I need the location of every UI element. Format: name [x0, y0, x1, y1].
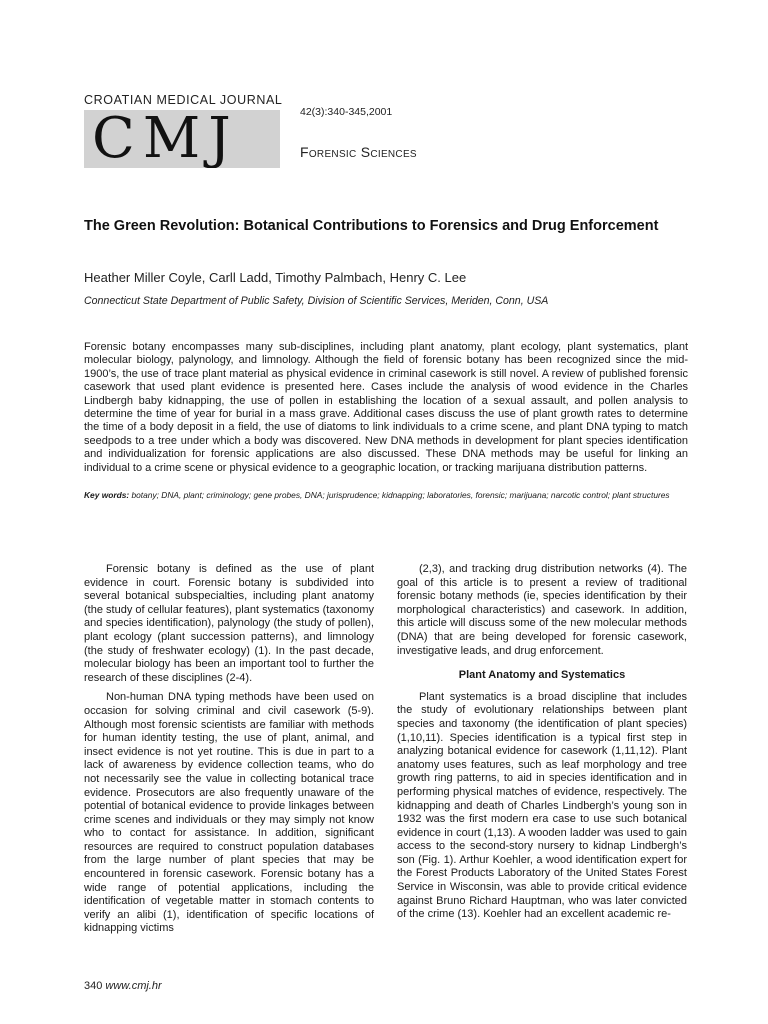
author-affiliation: Connecticut State Department of Public Safety, Division of Scientific Services, Meriden, Conn, USA — [84, 295, 549, 307]
body-paragraph: Plant systematics is a broad discipline that includes the study of evolutionary relationships between plant species and taxonomy (the identification of plant species) (1,10,11). Species identification is a typical first step in analyzing botanical evidence for casework (1,11,12). Plant anatomy uses features, such as leaf morphology and tree growth ring patterns, to aid in species identification and in performing physical matches of evidence, respectively. The kidnapping and death of Charles Lindbergh’s young son in 1932 was the first modern era case to use such botanical evidence in court (1,13). A wooden ladder was used to gain access to the second-story nursery to kidnap Lindbergh’s son (Fig. 1). Arthur Koehler, a wood identification expert for the Forest Products Laboratory of the United States Forest Service in Wisconsin, was able to provide critical evidence against Bruno Richard Hauptman, who was later convicted of the crime (13). Koehler had an excellent academic re- — [397, 690, 687, 921]
page-number: 340 — [84, 980, 103, 992]
body-paragraph: Non-human DNA typing methods have been used on occasion for solving criminal and civil casework (5-9). Although most forensic scientists are familiar with methods for human identity testing, the use of plant, animal, and insect evidence is not yet routine. This is due in part to a lack of awareness by evidence collection teams, who do not necessarily see the value in collecting botanical trace evidence. Prosecutors are also frequently unaware of the potential of botanical evidence to provide linkages between crime scenes and individuals or they may simply not know who to contact for assistance. In addition, significant resources are required to construct population databases from the large number of plant species that may be encountered in forensic casework. Forensic botany has a wide range of potential applications, including the identification of vegetable matter in stomach contents to verify an alibi (1), identification of specific locations of kidnapping victims — [84, 691, 374, 935]
body-column-right — [397, 563, 687, 922]
keywords-label: Key words — [84, 490, 127, 500]
article-title: The Green Revolution: Botanical Contributions to Forensics and Drug Enforcement — [84, 218, 659, 234]
keywords-list: botany; DNA, plant; criminology; gene probes, DNA; jurisprudence; kidnapping; laboratories, forensic; marijuana; narcotic control; plant structures — [131, 490, 670, 500]
logo-letters: CMJ — [92, 110, 239, 168]
body-paragraph: Forensic botany is defined as the use of plant evidence in court. Forensic botany is subdivided into several botanical subspecialties, including plant anatomy (the study of cellular features), plant systematics (taxonomy and species identification), palynology (the study of pollen), plant ecology (plant succession patterns), and limnology (the study of freshwater ecology) (1). In the past decade, molecular biology has been an important tool to further the research of these disciplines (2-4). — [84, 563, 374, 684]
journal-name: CROATIAN MEDICAL JOURNAL — [84, 93, 283, 107]
keywords: Key words: botany; DNA, plant; criminology; gene probes, DNA; jurisprudence; kidnapping; laboratories, forensic; marijuana; narcotic control; plant structures — [84, 490, 670, 500]
section-heading: Plant Anatomy and Systematics — [458, 669, 626, 682]
abstract: Forensic botany encompasses many sub-disciplines, including plant anatomy, plant ecology, plant systematics, plant molecular biology, palynology, and limnology. Although the field of forensic botany has been recognized since the mid-1900’s, the use of trace plant material as physical evidence in criminal casework is still novel. A review of published forensic casework that used plant evidence is presented here. Cases include the analysis of wood evidence in the Charles Lindbergh baby kidnapping, the use of pollen in establishing the location of a sexual assault, and pollen analysis to determine the time of year for burial in a mass grave. Additional cases discuss the use of plant growth rates to determine the time of a body deposit in a field, the use of diatoms to link individuals to a crime scene, and plant DNA typing to match seedpods to a tree under which a body was discovered. New DNA methods in development for plant species identification and individualization for forensic applications are also discussed. These DNA methods may be useful for linking an individual to a crime scene or physical evidence to a geographic location, or tracking marijuana distribution patterns. — [84, 341, 688, 474]
journal-url: www.cmj.hr — [105, 980, 162, 992]
author-list: Heather Miller Coyle, Carll Ladd, Timothy Palmbach, Henry C. Lee — [84, 270, 467, 285]
body-column-left — [84, 563, 374, 936]
volume-reference: 42(3):340-345,2001 — [300, 106, 393, 118]
journal-logo — [84, 110, 280, 168]
section-label: Forensic Sciences — [300, 144, 417, 160]
page-footer — [84, 980, 162, 992]
body-paragraph: (2,3), and tracking drug distribution networks (4). The goal of this article is to present a review of traditional forensic botany methods (ie, species identification by their morphological characteristics) and casework. In addition, this article will discuss some of the new molecular methods (DNA) that are being developed for forensic casework, investigative leads, and drug enforcement. — [397, 563, 687, 657]
